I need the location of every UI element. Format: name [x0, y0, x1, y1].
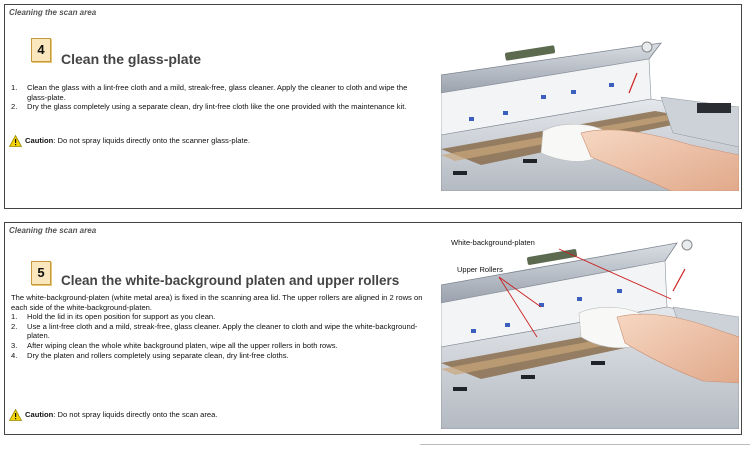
step-title: Clean the glass-plate	[61, 51, 202, 67]
list-item: 4. Dry the platen and rollers completely using separate clean, dry lint-free cloths.	[11, 350, 289, 360]
divider	[420, 444, 750, 445]
warning-icon	[9, 409, 22, 421]
list-item: 2. Dry the glass completely using a separate clean, dry lint-free cloth like the one provided with the maintenance kit.	[11, 102, 407, 112]
step-number-badge: 5	[31, 261, 51, 285]
warning-icon	[9, 135, 22, 147]
intro-paragraph: The white-background-platen (white metal area) is fixed in the scanning area lid. The upper rollers are aligned in 2 rows on each side of the white-background-platen.	[11, 293, 423, 312]
scanner-platen-photo	[441, 233, 739, 429]
list-item: 1. Hold the lid in its open position for support as you clean.	[11, 312, 216, 322]
list-item: 1. Clean the glass with a lint-free cloth and a mild, streak-free, glass cleaner. Apply the cleaner to cloth and wipe the glass-plate.	[11, 83, 408, 102]
section-header: Cleaning the scan area	[9, 226, 97, 235]
section-header: Cleaning the scan area	[9, 8, 97, 17]
step-5-panel	[4, 222, 742, 435]
step-number-badge: 4	[31, 38, 51, 62]
list-item: 2. Use a lint-free cloth and a mild, streak-free, glass cleaner. Apply the cleaner to cloth and wipe the white-background-platen.	[11, 321, 418, 341]
list-item: 3. After wiping clean the whole white background platen, wipe all the upper rollers in both rows.	[11, 340, 338, 350]
step-4-panel	[4, 4, 742, 209]
step-list	[11, 83, 411, 112]
callout-white-background-platen: White-background-platen	[451, 238, 535, 247]
step-list	[11, 312, 423, 360]
scanner-glass-photo	[441, 37, 739, 191]
caution-note: Caution: Do not spray liquids directly onto the scan area.	[9, 409, 217, 421]
callout-upper-rollers: Upper Rollers	[457, 265, 503, 274]
caution-note: Caution: Do not spray liquids directly onto the scanner glass-plate.	[9, 135, 250, 147]
step-title: Clean the white-background platen and upper rollers	[61, 273, 400, 288]
step-5-body	[11, 293, 423, 360]
